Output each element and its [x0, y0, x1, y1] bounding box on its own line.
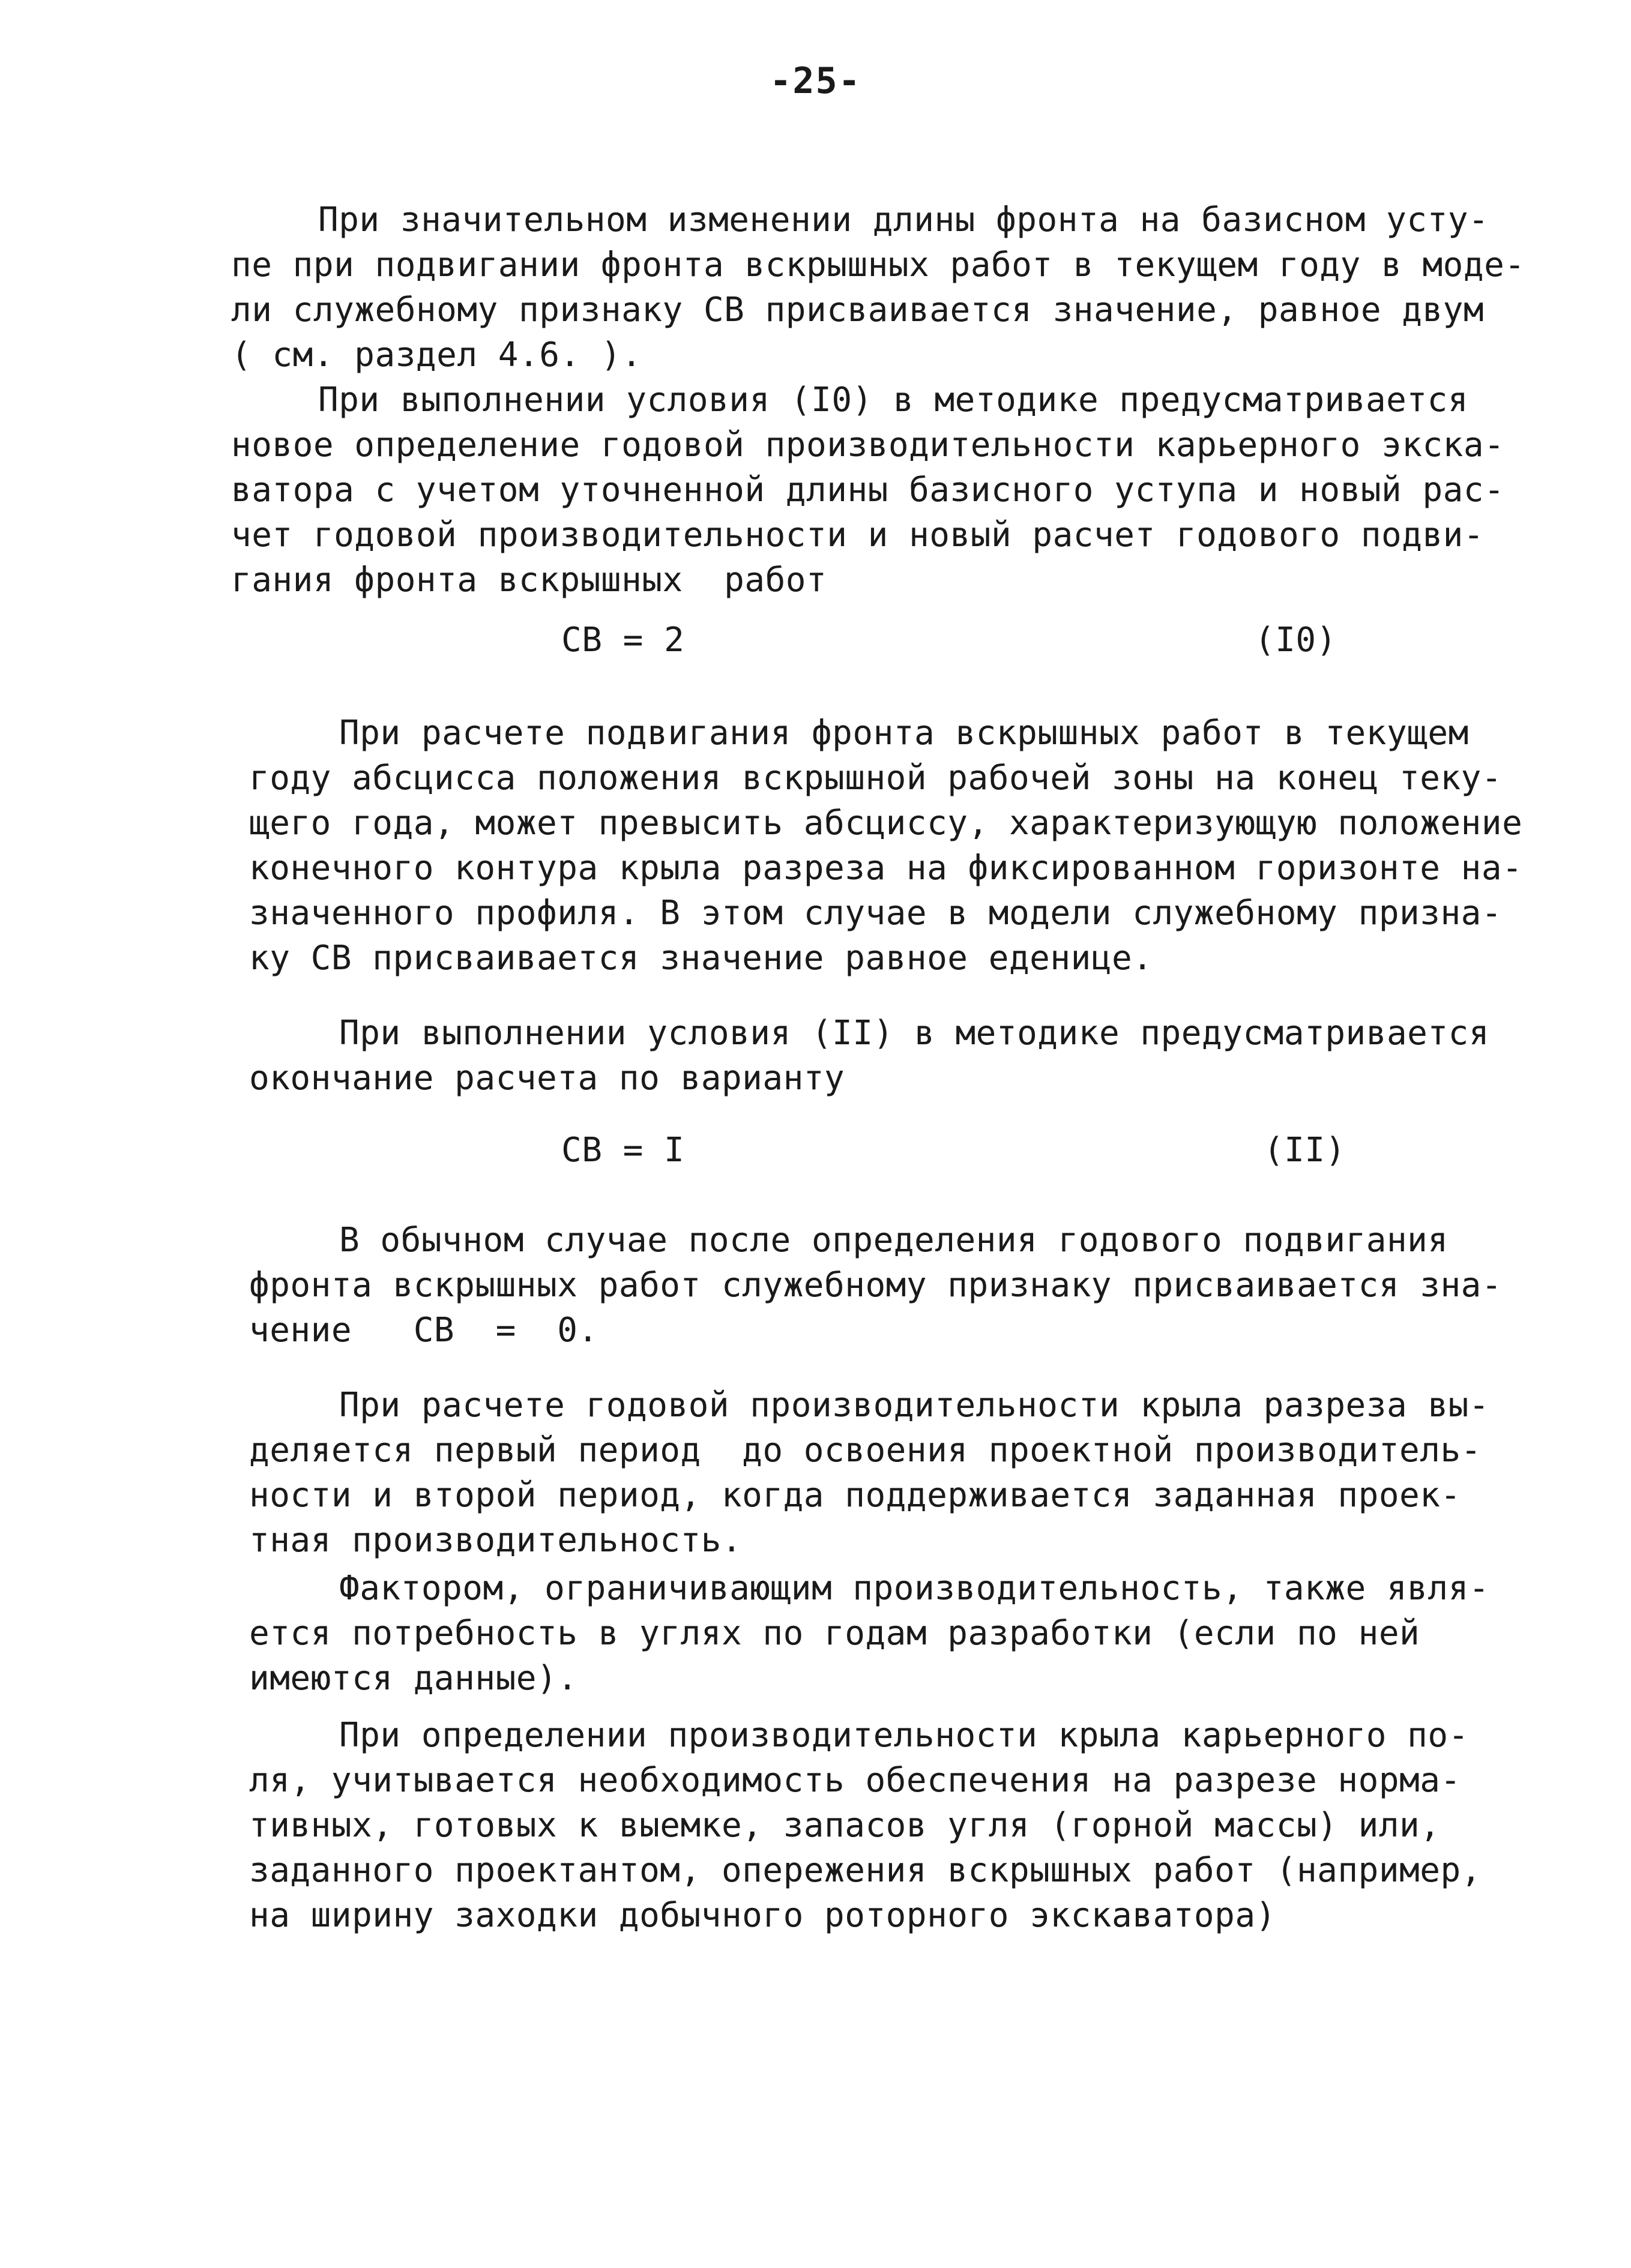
text-line: Фактором, ограничивающим производительность, также явля-	[339, 1569, 1490, 1608]
text-line: деляется первый период до освоения проектной производитель-	[249, 1431, 1482, 1470]
text-line: конечного контура крыла разреза на фиксированном горизонте на-	[249, 849, 1523, 888]
text-line: ется потребность в углях по годам разработки (если по ней	[249, 1614, 1420, 1653]
text-line: гания фронта вскрышных работ	[231, 561, 827, 600]
text-line: пе при подвигании фронта вскрышных работ в текущем году в моде-	[231, 245, 1525, 284]
text-line: ля, учитывается необходимость обеспечения на разрезе норма-	[249, 1761, 1461, 1800]
text-line: При расчете подвигания фронта вскрышных работ в текущем	[339, 714, 1469, 753]
text-line: заданного проектантом, опережения вскрышных работ (например,	[249, 1851, 1482, 1890]
text-line: ватора с учетом уточненной длины базисного уступа и новый рас-	[231, 471, 1505, 510]
text-line: чет годовой производительности и новый расчет годового подви-	[231, 516, 1485, 555]
text-line: При определении производительности крыла карьерного по-	[339, 1716, 1469, 1755]
text-line: При выполнении условия (I0) в методике предусматривается	[318, 381, 1469, 420]
formula-number: (II)	[1264, 1131, 1346, 1170]
text-line: При значительном изменении длины фронта на базисном усту-	[318, 200, 1489, 239]
text-line: щего года, может превысить абсциссу, характеризующую положение	[249, 804, 1523, 843]
text-line: окончание расчета по варианту	[249, 1059, 845, 1098]
text-line: на ширину заходки добычного роторного экскаватора)	[249, 1896, 1276, 1935]
page-number: -25-	[770, 60, 861, 102]
text-line: тная производительность.	[249, 1521, 743, 1560]
text-line: В обычном случае после определения годового подвигания	[339, 1221, 1449, 1260]
text-line: фронта вскрышных работ служебному признаку присваивается зна-	[249, 1266, 1503, 1305]
text-line: году абсцисса положения вскрышной рабочей зоны на конец теку-	[249, 759, 1503, 798]
text-line: ку СВ присваивается значение равное еденице.	[249, 939, 1153, 978]
text-line: значенного профиля. В этом случае в модели служебному призна-	[249, 894, 1503, 933]
formula: СВ = I	[561, 1131, 685, 1170]
text-line: При расчете годовой производительности крыла разреза вы-	[339, 1386, 1490, 1425]
text-line: ли служебному признаку СВ присваивается значение, равное двум	[231, 290, 1485, 329]
formula-number: (I0)	[1255, 621, 1337, 660]
text-line: ности и второй период, когда поддерживается заданная проек-	[249, 1476, 1461, 1515]
text-line: ( см. раздел 4.6. ).	[231, 335, 642, 374]
text-line: чение СВ = 0.	[249, 1311, 598, 1350]
text-line: имеются данные).	[249, 1659, 578, 1698]
text-line: новое определение годовой производительности карьерного экска-	[231, 426, 1505, 465]
text-line: При выполнении условия (II) в методике предусматривается	[339, 1014, 1490, 1053]
text-line: тивных, готовых к выемке, запасов угля (горной массы) или,	[249, 1806, 1441, 1845]
formula: СВ = 2	[561, 621, 685, 660]
